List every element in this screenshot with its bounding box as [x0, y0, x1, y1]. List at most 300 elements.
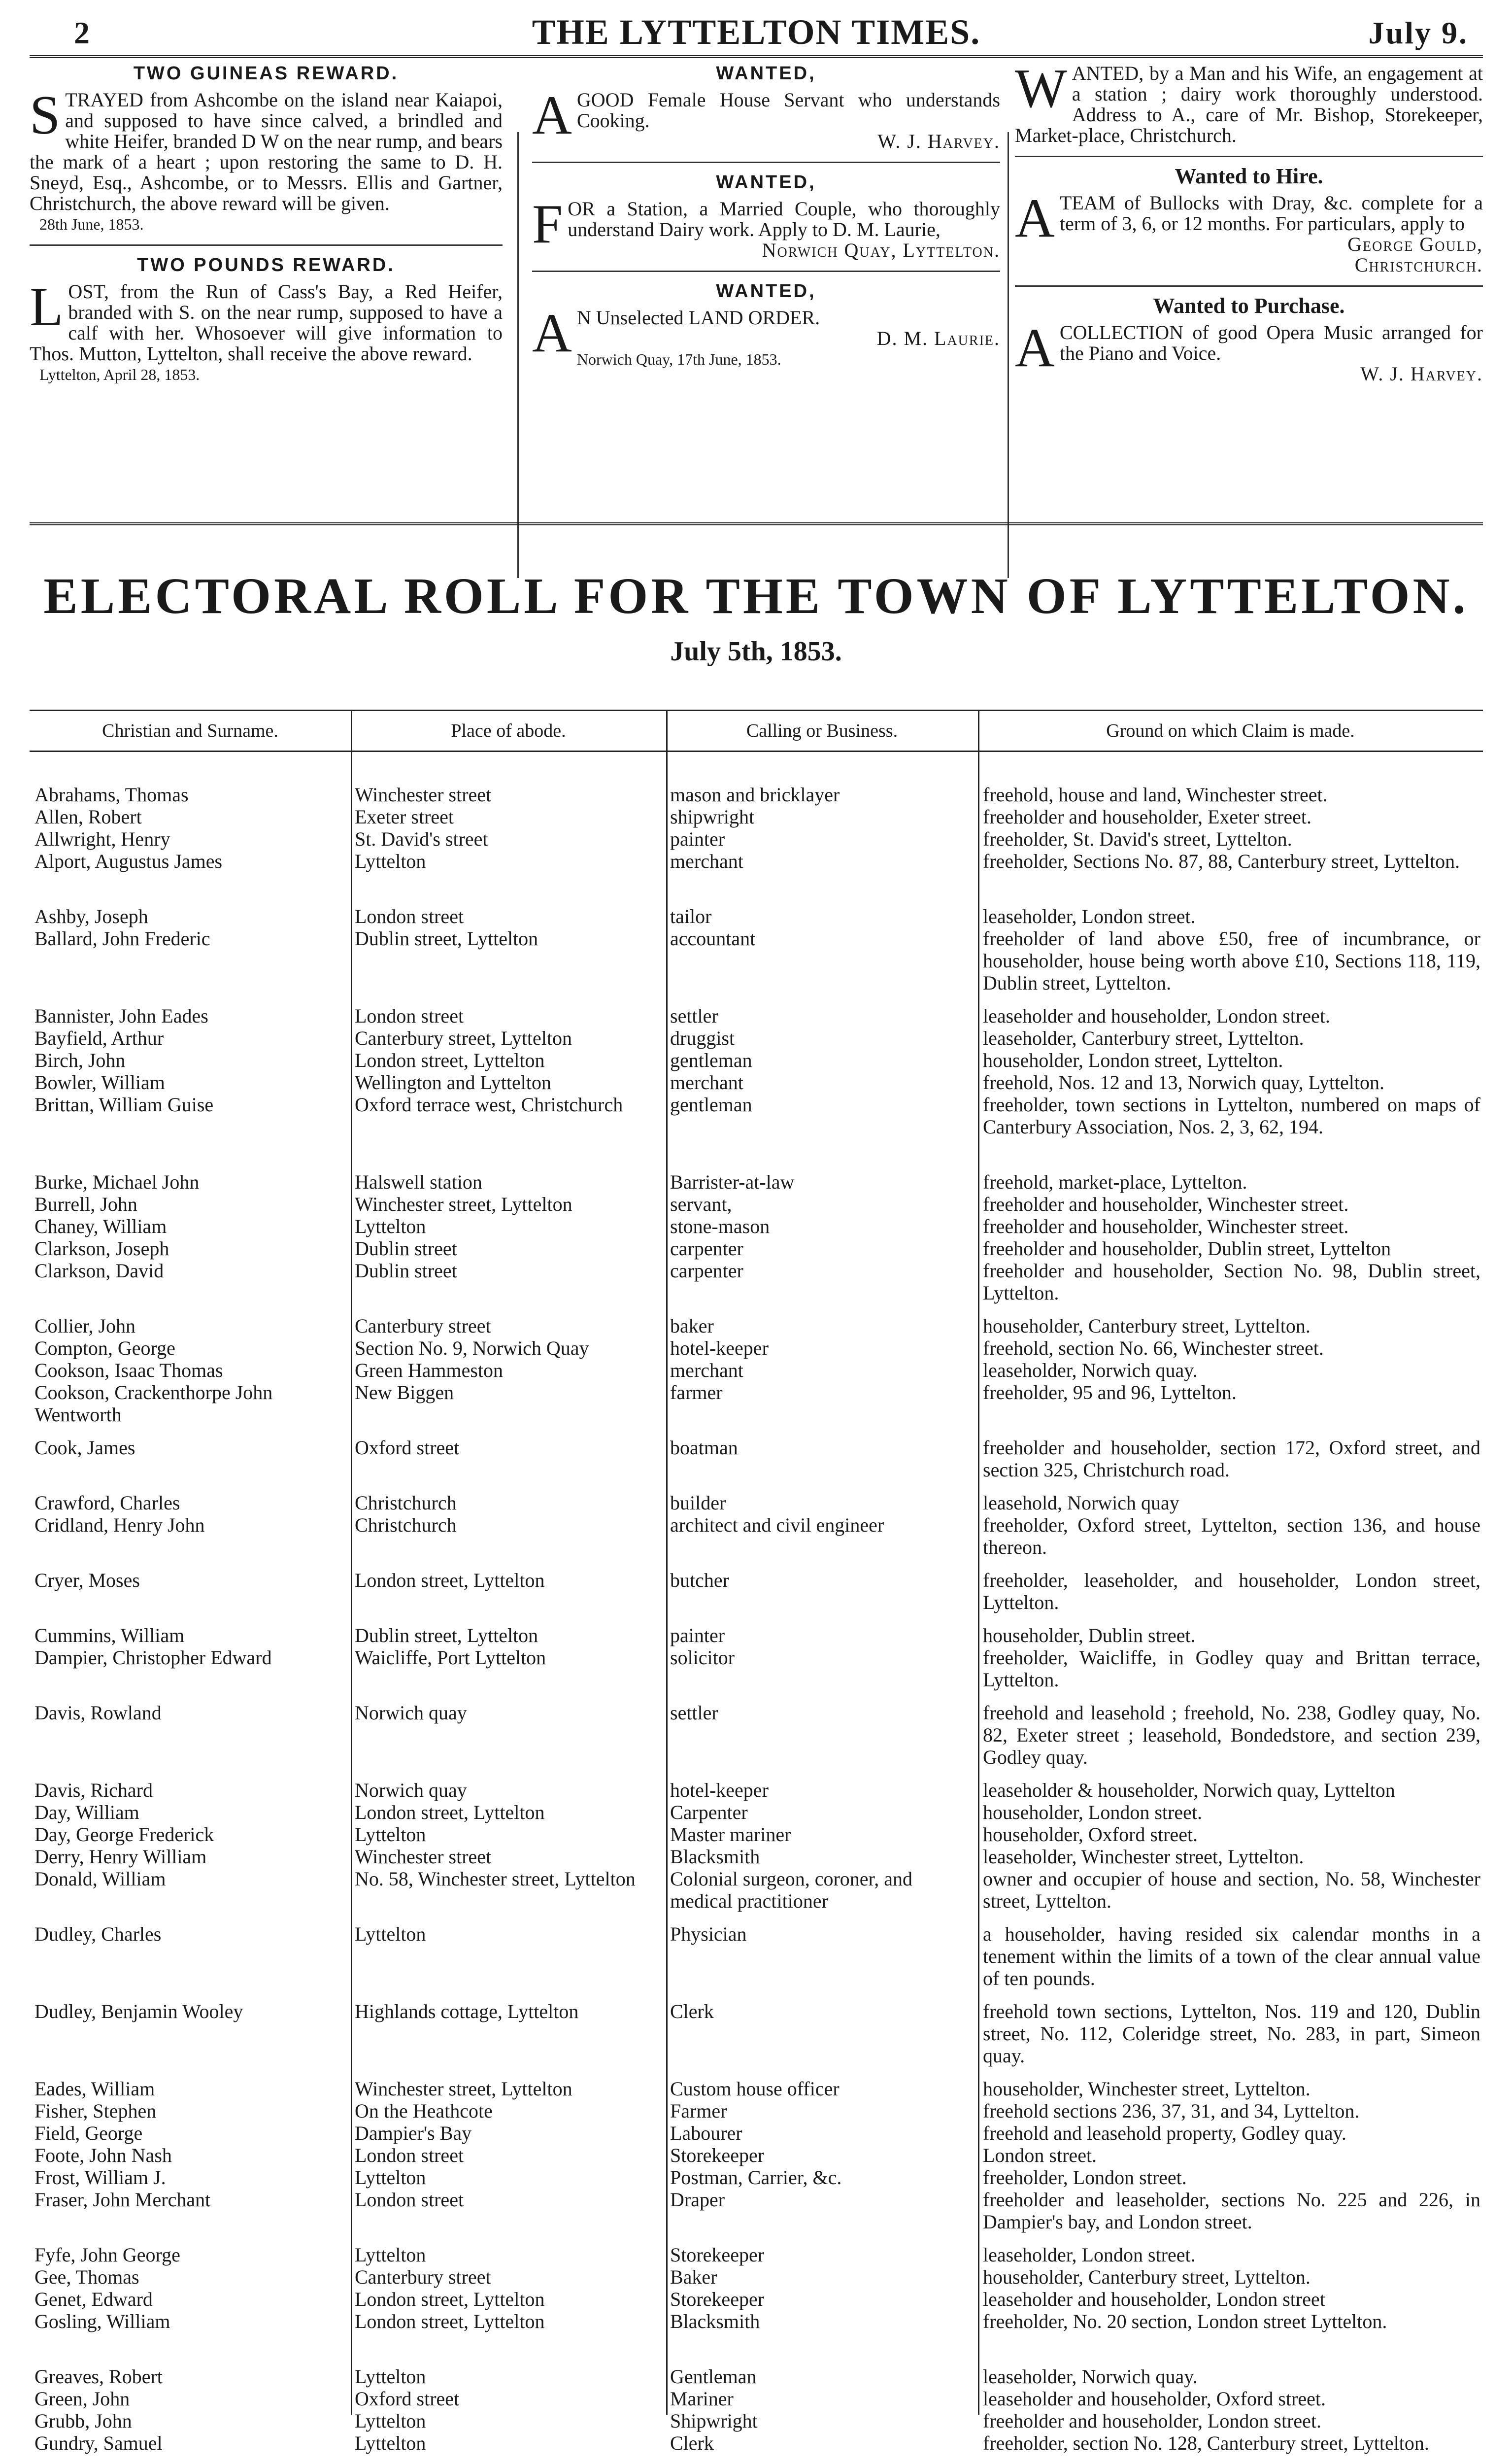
ad-signature: Norwich Quay, Lyttelton.: [762, 239, 1000, 261]
table-row: [30, 1514, 1483, 1558]
calling: mason and bricklayer: [670, 784, 840, 806]
table-body: [30, 784, 1483, 2464]
claim-ground: freehold, Nos. 12 and 13, Norwich quay, Lyttelton.: [983, 1071, 1385, 1094]
claim-ground: leaseholder and householder, London street.: [983, 1005, 1330, 1027]
ad-wanted-land-order: [532, 281, 1000, 370]
place-of-abode: Dublin street: [355, 1260, 457, 1282]
calling: Postman, Carrier, &c.: [670, 2166, 842, 2189]
ad-wanted-to-purchase: [1015, 296, 1483, 384]
place-of-abode: Dublin street, Lyttelton: [355, 927, 538, 950]
place-of-abode: Halswell station: [355, 1171, 482, 1193]
place-of-abode: Winchester street: [355, 784, 492, 806]
voter-name: Chaney, William: [34, 1215, 167, 1237]
voter-name: Gundry, Samuel: [34, 2432, 163, 2454]
claim-ground: leaseholder, London street.: [983, 2244, 1196, 2266]
calling: Draper: [670, 2189, 725, 2211]
ad-signature: W. J. Harvey.: [1360, 363, 1483, 385]
drop-cap: A: [532, 303, 572, 364]
claim-ground: freeholder and leaseholder, sections No. 225 and 226, in Dampier's bay, and London street.: [983, 2189, 1480, 2233]
place-of-abode: Lyttelton: [355, 1923, 426, 1945]
table-row: [30, 1094, 1483, 1160]
calling: farmer: [670, 1381, 723, 1403]
voter-name: Green, John: [34, 2388, 130, 2410]
header-ground: Ground on which Claim is made.: [1106, 720, 1355, 741]
voter-name: Clarkson, Joseph: [34, 1237, 169, 1260]
voter-name: Birch, John: [34, 1049, 126, 1071]
place-of-abode: London street, Lyttelton: [355, 1801, 545, 1823]
voter-name: Cook, James: [34, 1437, 135, 1459]
table-row: [30, 2122, 1483, 2144]
place-of-abode: Norwich quay: [355, 1702, 467, 1724]
place-of-abode: Lyttelton: [355, 1215, 426, 1237]
voter-name: Fyfe, John George: [34, 2244, 180, 2266]
voter-name: Compton, George: [34, 1337, 175, 1359]
voter-name: Grubb, John: [34, 2410, 132, 2432]
table-row: [30, 806, 1483, 828]
claim-ground: leaseholder and householder, Oxford street.: [983, 2388, 1326, 2410]
place-of-abode: Lyttelton: [355, 2166, 426, 2189]
place-of-abode: Lyttelton: [355, 1823, 426, 1846]
calling: merchant: [670, 1359, 743, 1381]
calling: tailor: [670, 905, 712, 927]
place-of-abode: Oxford street: [355, 2388, 460, 2410]
place-of-abode: Oxford street: [355, 1437, 460, 1459]
calling: solicitor: [670, 1646, 735, 1669]
calling: Gentleman: [670, 2365, 757, 2388]
voter-name: Fraser, John Merchant: [34, 2189, 211, 2211]
voter-name: Collier, John: [34, 1315, 136, 1337]
ad-heading: TWO POUNDS REWARD.: [137, 255, 395, 275]
table-row: [30, 1381, 1483, 1426]
table-header: [30, 710, 1483, 752]
table-row: [30, 927, 1483, 994]
claim-ground: freehold sections 236, 37, 31, and 34, Lyttelton.: [983, 2100, 1360, 2122]
claim-ground: owner and occupier of house and section, No. 58, Winchester street, Lyttelton.: [983, 1868, 1480, 1912]
voter-name: Allen, Robert: [34, 806, 142, 828]
voter-name: Davis, Rowland: [34, 1702, 162, 1724]
claim-ground: freeholder of land above £50, free of incumbrance, or householder, house being worth above £10, Sections 118, 119, Dublin street, Lyttelton.: [983, 927, 1480, 994]
ad-heading: WANTED,: [716, 172, 816, 193]
calling: Storekeeper: [670, 2144, 765, 2166]
claim-ground: freeholder and householder, Winchester street.: [983, 1193, 1349, 1215]
voter-name: Day, George Frederick: [34, 1823, 214, 1846]
table-row: [30, 2100, 1483, 2122]
column-divider: [1008, 132, 1009, 578]
voter-name: Donald, William: [34, 1868, 166, 1890]
table-row: [30, 2310, 1483, 2355]
calling: Storekeeper: [670, 2288, 765, 2310]
ad-heading: Wanted to Purchase.: [1153, 294, 1345, 318]
calling: builder: [670, 1492, 726, 1514]
table-row: [30, 2288, 1483, 2310]
ad-signature: W. J. Harvey.: [877, 130, 1000, 152]
table-row: [30, 1215, 1483, 1237]
place-of-abode: Lyttelton: [355, 2410, 426, 2432]
place-of-abode: Highlands cottage, Lyttelton: [355, 2000, 579, 2022]
place-of-abode: London street, Lyttelton: [355, 2310, 545, 2332]
voter-name: Ballard, John Frederic: [34, 927, 210, 950]
calling: accountant: [670, 927, 756, 950]
place-of-abode: London street, Lyttelton: [355, 2288, 545, 2310]
claim-ground: freeholder, town sections in Lyttelton, numbered on maps of Canterbury Association, Nos. 2, 3, 62, 194.: [983, 1094, 1480, 1138]
section-rule: [30, 522, 1483, 527]
voter-name: Davis, Richard: [34, 1779, 153, 1801]
table-row: [30, 2144, 1483, 2166]
place-of-abode: Winchester street, Lyttelton: [355, 2078, 572, 2100]
claim-ground: London street.: [983, 2144, 1097, 2166]
drop-cap: S: [30, 85, 61, 146]
voter-name: Abrahams, Thomas: [34, 784, 189, 806]
claim-ground: householder, Canterbury street, Lyttelton.: [983, 1315, 1310, 1337]
claim-ground: freeholder, St. David's street, Lyttelton.: [983, 828, 1292, 850]
table-row: [30, 1646, 1483, 1691]
claim-ground: leaseholder and householder, London street: [983, 2288, 1325, 2310]
table-row: [30, 1923, 1483, 1989]
ad-two-guineas-reward: [30, 63, 503, 235]
voter-name: Cridland, Henry John: [34, 1514, 205, 1536]
claim-ground: householder, London street.: [983, 1801, 1202, 1823]
place-of-abode: Canterbury street: [355, 1315, 491, 1337]
voter-name: Ashby, Joseph: [34, 905, 148, 927]
ad-heading: WANTED,: [716, 281, 816, 302]
header-abode: Place of abode.: [451, 720, 566, 741]
ad-heading: WANTED,: [716, 63, 816, 84]
calling: architect and civil engineer: [670, 1514, 884, 1536]
ad-text: TEAM of Bullocks with Dray, &c. complete for a term of 3, 6, or 12 months. For particulars, apply to: [1059, 192, 1483, 235]
table-row: [30, 1005, 1483, 1027]
newspaper-title: THE LYTTELTON TIMES.: [532, 12, 981, 52]
table-row: [30, 1801, 1483, 1823]
claim-ground: freehold town sections, Lyttelton, Nos. 119 and 120, Dublin street, No. 112, Coleridge street, No. 283, in part, Simeon quay.: [983, 2000, 1480, 2067]
calling: Carpenter: [670, 1801, 748, 1823]
ad-divider: [532, 271, 1000, 272]
place-of-abode: London street, Lyttelton: [355, 1569, 545, 1591]
calling: Clerk: [670, 2000, 714, 2022]
place-of-abode: Dampier's Bay: [355, 2122, 472, 2144]
ad-signature: D. M. Laurie.: [876, 327, 1000, 349]
voter-name: Burrell, John: [34, 1193, 137, 1215]
claim-ground: freehold, section No. 66, Winchester street.: [983, 1337, 1324, 1359]
calling: merchant: [670, 850, 743, 872]
calling: settler: [670, 1702, 718, 1724]
claim-ground: freeholder and householder, section 172, Oxford street, and section 325, Christchurch road.: [983, 1437, 1480, 1481]
calling: shipwright: [670, 806, 755, 828]
ad-text: N Unselected LAND ORDER.: [576, 307, 820, 329]
voter-name: Bayfield, Arthur: [34, 1027, 164, 1049]
table-row: [30, 1779, 1483, 1801]
claim-ground: leaseholder, Winchester street, Lyttelton.: [983, 1846, 1304, 1868]
calling: carpenter: [670, 1260, 743, 1282]
claim-ground: leaseholder, London street.: [983, 905, 1196, 927]
voter-name: Alport, Augustus James: [34, 850, 223, 872]
ad-divider: [532, 162, 1000, 163]
issue-date: July 9.: [1368, 15, 1468, 50]
claim-ground: householder, London street, Lyttelton.: [983, 1049, 1283, 1071]
voter-name: Dampier, Christopher Edward: [34, 1646, 272, 1669]
header-calling: Calling or Business.: [746, 720, 898, 741]
ad-body: [30, 85, 503, 214]
place-of-abode: St. David's street: [355, 828, 488, 850]
calling: Blacksmith: [670, 2310, 760, 2332]
voter-name: Cummins, William: [34, 1624, 185, 1646]
table-row: [30, 1359, 1483, 1381]
claim-ground: leaseholder, Norwich quay.: [983, 2365, 1198, 2388]
header-name: Christian and Surname.: [102, 720, 278, 741]
ad-column-2: [532, 63, 1000, 516]
column-divider: [517, 132, 519, 578]
place-of-abode: Oxford terrace west, Christchurch: [355, 1094, 623, 1116]
ad-wanted-engagement: [1015, 58, 1483, 146]
ad-body: [30, 276, 503, 365]
calling: Master mariner: [670, 1823, 791, 1846]
claim-ground: freehold and leasehold ; freehold, No. 238, Godley quay, No. 82, Exeter street ; leasehold, Bondedstore, and section 239, Godley quay.: [983, 1702, 1480, 1768]
claim-ground: freeholder and householder, Winchester street.: [983, 1215, 1349, 1237]
roll-title: ELECTORAL ROLL FOR THE TOWN OF LYTTELTON.: [43, 568, 1469, 624]
place-of-abode: On the Heathcote: [355, 2100, 493, 2122]
table-row: [30, 1171, 1483, 1193]
table-row: [30, 1823, 1483, 1846]
table-row: [30, 1569, 1483, 1613]
calling: Farmer: [670, 2100, 727, 2122]
calling: Clerk: [670, 2432, 714, 2454]
claim-ground: freeholder, Sections No. 87, 88, Canterbury street, Lyttelton.: [983, 850, 1460, 872]
ad-text: OR a Station, a Married Couple, who thoroughly understand Dairy work. Apply to D. M. Laurie,: [568, 198, 1000, 240]
claim-ground: freeholder, leaseholder, and householder, London street, Lyttelton.: [983, 1569, 1480, 1613]
table-row: [30, 1237, 1483, 1260]
table-row: [30, 1846, 1483, 1868]
voter-name: Genet, Edward: [34, 2288, 153, 2310]
calling: merchant: [670, 1071, 743, 1094]
ad-wanted-to-hire: [1015, 166, 1483, 275]
claim-ground: freehold, market-place, Lyttelton.: [983, 1171, 1247, 1193]
table-row: [30, 905, 1483, 927]
voter-name: Brittan, William Guise: [34, 1094, 214, 1116]
masthead: [30, 7, 1483, 51]
ad-column-1: [30, 63, 503, 516]
calling: settler: [670, 1005, 718, 1027]
place-of-abode: London street: [355, 905, 464, 927]
table-row: [30, 1193, 1483, 1215]
calling: painter: [670, 1624, 725, 1646]
ad-divider: [1015, 285, 1483, 287]
voter-name: Bowler, William: [34, 1071, 165, 1094]
table-row: [30, 2266, 1483, 2288]
claim-ground: leasehold, Norwich quay: [983, 1492, 1179, 1514]
place-of-abode: Wellington and Lyttelton: [355, 1071, 551, 1094]
table-row: [30, 2365, 1483, 2388]
roll-date: July 5th, 1853.: [670, 636, 842, 667]
ad-signature-place: Christchurch.: [1354, 254, 1483, 276]
table-row: [30, 784, 1483, 806]
ad-text: OST, from the Run of Cass's Bay, a Red Heifer, branded with S. on the near rump, supposed to have a calf with her. Whosoever will give information to Thos. Mutton, Lyttelton, shall receive the above reward.: [30, 280, 503, 365]
calling: gentleman: [670, 1049, 752, 1071]
voter-name: Allwright, Henry: [34, 828, 170, 850]
claim-ground: householder, Canterbury street, Lyttelton.: [983, 2266, 1310, 2288]
voter-name: Cookson, Isaac Thomas: [34, 1359, 223, 1381]
table-row: [30, 1702, 1483, 1768]
ad-signature: George Gould,: [1347, 233, 1483, 255]
claim-ground: leaseholder, Canterbury street, Lyttelton.: [983, 1027, 1304, 1049]
ad-text: COLLECTION of good Opera Music arranged for the Piano and Voice.: [1059, 321, 1483, 364]
place-of-abode: Dublin street, Lyttelton: [355, 1624, 538, 1646]
place-of-abode: Lyttelton: [355, 2365, 426, 2388]
calling: Colonial surgeon, coroner, and medical practitioner: [670, 1868, 912, 1912]
ad-divider: [1015, 156, 1483, 157]
place-of-abode: Green Hammeston: [355, 1359, 504, 1381]
calling: Blacksmith: [670, 1846, 760, 1868]
voter-name: Day, William: [34, 1801, 139, 1823]
place-of-abode: Section No. 9, Norwich Quay: [355, 1337, 589, 1359]
voter-name: Crawford, Charles: [34, 1492, 180, 1514]
voter-name: Dudley, Benjamin Wooley: [34, 2000, 243, 2022]
claim-ground: freeholder, Waicliffe, in Godley quay and Brittan terrace, Lyttelton.: [983, 1646, 1480, 1691]
place-of-abode: Christchurch: [355, 1492, 457, 1514]
voter-name: Bannister, John Eades: [34, 1005, 208, 1027]
voter-name: Cookson, Crackenthorpe John Wentworth: [34, 1381, 273, 1426]
ad-divider: [30, 244, 503, 246]
calling: Shipwright: [670, 2410, 758, 2432]
voter-name: Gosling, William: [34, 2310, 170, 2332]
claim-ground: freeholder, section No. 128, Canterbury street, Lyttelton.: [983, 2432, 1429, 2454]
drop-cap: W: [1015, 58, 1067, 119]
table-row: [30, 1337, 1483, 1359]
ad-wanted-servant: [532, 63, 1000, 152]
calling: Mariner: [670, 2388, 734, 2410]
voter-name: Dudley, Charles: [34, 1923, 162, 1945]
voter-name: Foote, John Nash: [34, 2144, 172, 2166]
place-of-abode: No. 58, Winchester street, Lyttelton: [355, 1868, 636, 1890]
calling: Storekeeper: [670, 2244, 765, 2266]
calling: stone-mason: [670, 1215, 770, 1237]
place-of-abode: London street: [355, 2144, 464, 2166]
voter-name: Cryer, Moses: [34, 1569, 140, 1591]
calling: carpenter: [670, 1237, 743, 1260]
claim-ground: freeholder and householder, Section No. 98, Dublin street, Lyttelton.: [983, 1260, 1480, 1304]
place-of-abode: Canterbury street: [355, 2266, 491, 2288]
calling: druggist: [670, 1027, 735, 1049]
table-row: [30, 1437, 1483, 1481]
calling: gentleman: [670, 1094, 752, 1116]
place-of-abode: London street, Lyttelton: [355, 1049, 545, 1071]
place-of-abode: Lyttelton: [355, 2244, 426, 2266]
voter-name: Field, George: [34, 2122, 143, 2144]
calling: baker: [670, 1315, 714, 1337]
place-of-abode: Winchester street, Lyttelton: [355, 1193, 572, 1215]
claim-ground: freeholder, No. 20 section, London street Lyttelton.: [983, 2310, 1387, 2332]
calling: Custom house officer: [670, 2078, 840, 2100]
ad-text: GOOD Female House Servant who understands Cooking.: [576, 89, 1000, 132]
place-of-abode: Exeter street: [355, 806, 454, 828]
drop-cap: A: [1015, 188, 1055, 249]
table-row: [30, 2189, 1483, 2233]
ad-heading: TWO GUINEAS REWARD.: [133, 63, 399, 84]
voter-name: Burke, Michael John: [34, 1171, 200, 1193]
calling: servant,: [670, 1193, 732, 1215]
drop-cap: A: [532, 85, 572, 146]
ad-date: Lyttelton, April 28, 1853.: [39, 366, 200, 383]
calling: hotel-keeper: [670, 1337, 769, 1359]
table-row: [30, 850, 1483, 894]
claim-ground: householder, Oxford street.: [983, 1823, 1198, 1846]
voter-name: Eades, William: [34, 2078, 155, 2100]
table-row: [30, 1260, 1483, 1304]
voter-name: Gee, Thomas: [34, 2266, 139, 2288]
place-of-abode: Christchurch: [355, 1514, 457, 1536]
calling: boatman: [670, 1437, 738, 1459]
claim-ground: householder, Winchester street, Lyttelton.: [983, 2078, 1310, 2100]
calling: Physician: [670, 1923, 747, 1945]
claim-ground: freeholder and householder, London street.: [983, 2410, 1322, 2432]
place-of-abode: Dublin street: [355, 1237, 457, 1260]
claim-ground: freehold, house and land, Winchester street.: [983, 784, 1328, 806]
place-of-abode: Waicliffe, Port Lyttelton: [355, 1646, 546, 1669]
place-of-abode: Winchester street: [355, 1846, 492, 1868]
place-of-abode: Norwich quay: [355, 1779, 467, 1801]
voter-name: Fisher, Stephen: [34, 2100, 157, 2122]
calling: butcher: [670, 1569, 729, 1591]
place-of-abode: Lyttelton: [355, 2432, 426, 2454]
table-row: [30, 2000, 1483, 2067]
place-of-abode: Lyttelton: [355, 850, 426, 872]
table-row: [30, 828, 1483, 850]
voter-name: Frost, William J.: [34, 2166, 166, 2189]
claim-ground: freehold and leasehold property, Godley quay.: [983, 2122, 1346, 2144]
ad-column-3: [1015, 58, 1483, 516]
table-row: [30, 1315, 1483, 1337]
table-row: [30, 1624, 1483, 1646]
voter-name: Clarkson, David: [34, 1260, 164, 1282]
place-of-abode: Canterbury street, Lyttelton: [355, 1027, 572, 1049]
ad-heading: Wanted to Hire.: [1175, 164, 1323, 188]
place-of-abode: New Biggen: [355, 1381, 454, 1403]
claim-ground: a householder, having resided six calendar months in a tenement within the limits of a town of the clear annual value of ten pounds.: [983, 1923, 1480, 1989]
claim-ground: freeholder and householder, Exeter street.: [983, 806, 1311, 828]
claim-ground: freeholder, Oxford street, Lyttelton, section 136, and house thereon.: [983, 1514, 1480, 1558]
table-row: [30, 1027, 1483, 1049]
ad-two-pounds-reward: [30, 255, 503, 385]
drop-cap: L: [30, 276, 64, 338]
table-row: [30, 2388, 1483, 2410]
claim-ground: leaseholder, Norwich quay.: [983, 1359, 1198, 1381]
voter-name: Derry, Henry William: [34, 1846, 207, 1868]
claim-ground: freeholder, London street.: [983, 2166, 1187, 2189]
ad-date: 28th June, 1853.: [39, 215, 144, 233]
ad-wanted-couple: [532, 172, 1000, 261]
ad-body: [1015, 58, 1483, 146]
drop-cap: A: [1015, 317, 1055, 378]
page-number: 2: [74, 15, 90, 50]
calling: hotel-keeper: [670, 1779, 769, 1801]
drop-cap: F: [532, 194, 563, 255]
claim-ground: householder, Dublin street.: [983, 1624, 1196, 1646]
calling: painter: [670, 828, 725, 850]
ad-date: Norwich Quay, 17th June, 1853.: [576, 350, 781, 368]
table-row: [30, 2078, 1483, 2100]
place-of-abode: London street: [355, 1005, 464, 1027]
table-row: [30, 2166, 1483, 2189]
ad-text: TRAYED from Ashcombe on the island near Kaiapoi, and supposed to have since calved, a brindled and white Heifer, branded D W on the near rump, and bears the mark of a heart ; upon restoring the same to D. H. Sneyd, Esq., Ashcombe, or to Messrs. Ellis and Gartner, Christchurch, the above reward will be given.: [30, 89, 503, 214]
masthead-rule: [30, 55, 1483, 60]
table-row: [30, 1868, 1483, 1912]
calling: Labourer: [670, 2122, 742, 2144]
voter-name: Greaves, Robert: [34, 2365, 163, 2388]
calling: Baker: [670, 2266, 717, 2288]
claim-ground: freeholder and householder, Dublin street, Lyttelton: [983, 1237, 1391, 1260]
claim-ground: leaseholder & householder, Norwich quay, Lyttelton: [983, 1779, 1395, 1801]
claim-ground: freeholder, 95 and 96, Lyttelton.: [983, 1381, 1237, 1403]
table-row: [30, 1492, 1483, 1514]
table-row: [30, 1071, 1483, 1094]
